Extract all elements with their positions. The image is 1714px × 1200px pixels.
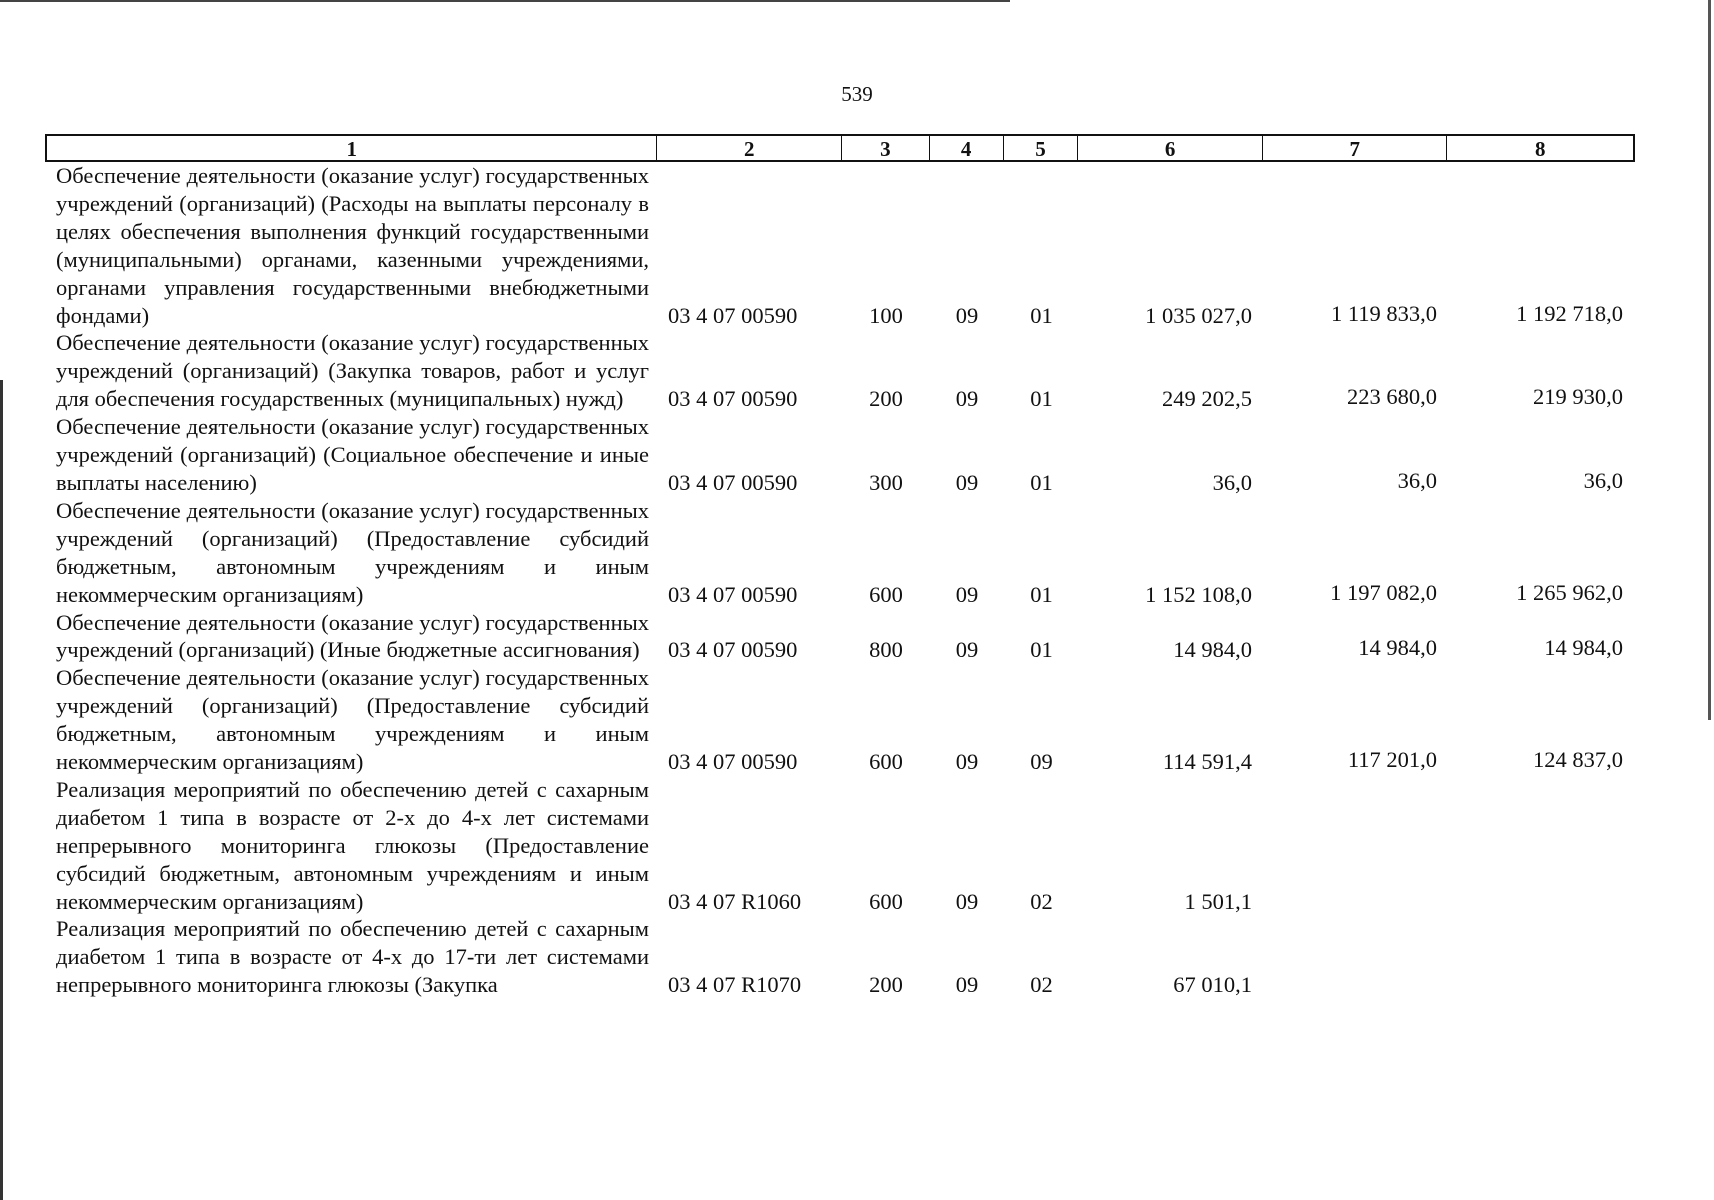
row-subsection: 01: [1030, 302, 1053, 328]
row-section: 09: [955, 581, 979, 607]
header-col-6: 6: [1078, 136, 1263, 160]
row-amount-col8: 219 930,0: [1533, 384, 1623, 410]
row-section: 09: [955, 972, 979, 998]
scan-edge-left: [0, 380, 3, 1200]
row-subsection: 01: [1030, 637, 1053, 663]
row-expense-type: 600: [869, 581, 903, 607]
table-header: [45, 134, 1635, 162]
budget-table: [45, 134, 1635, 999]
row-amount-col6: 67 010,1: [1173, 972, 1252, 998]
table-row: [45, 664, 1635, 776]
row-target-code: 03 4 07 R1070: [668, 972, 802, 998]
row-amount-col8: 1 192 718,0: [1516, 300, 1623, 326]
row-expense-type: 200: [869, 386, 903, 412]
header-col-8: 8: [1534, 137, 1546, 161]
row-amount-col7: 1 119 833,0: [1330, 300, 1437, 326]
row-amount-col8: 1 265 962,0: [1516, 579, 1623, 605]
row-expense-type: 600: [869, 888, 903, 914]
row-subsection: 01: [1030, 469, 1053, 495]
row-expense-type: 200: [869, 972, 903, 998]
row-section: 09: [955, 469, 979, 495]
header-col-4: 4: [930, 136, 1004, 160]
row-amount-col6: 1 035 027,0: [1145, 302, 1252, 328]
row-description: Обеспечение деятельности (оказание услуг) государственных учреждений (организаций) (Закупка товаров, работ и услуг для обеспечения государственных (муниципальных) нужд): [56, 330, 649, 412]
row-amount-col6: 249 202,5: [1162, 386, 1252, 412]
row-section: 09: [955, 386, 979, 412]
row-expense-type: 300: [869, 469, 903, 495]
row-amount-col7: 14 984,0: [1358, 635, 1437, 661]
row-section: 09: [955, 637, 979, 663]
table-row: [45, 915, 1635, 999]
row-description: Обеспечение деятельности (оказание услуг) государственных учреждений (организаций) (Иные бюджетные ассигнования): [56, 609, 649, 663]
table-row: [45, 162, 1635, 329]
row-amount-col6: 14 984,0: [1173, 637, 1252, 663]
row-target-code: 03 4 07 00590: [668, 637, 798, 663]
table-row: [45, 413, 1635, 497]
row-target-code: 03 4 07 00590: [668, 581, 798, 607]
row-subsection: 09: [1030, 749, 1053, 775]
row-description: Обеспечение деятельности (оказание услуг) государственных учреждений (организаций) (Предоставление субсидий бюджетным, автономным учреждениям и иным некоммерческим организациям): [56, 497, 649, 607]
row-expense-type: 800: [869, 637, 903, 663]
row-section: 09: [955, 749, 979, 775]
row-target-code: 03 4 07 00590: [668, 749, 798, 775]
table-row: [45, 329, 1635, 413]
table-row: [45, 609, 1635, 665]
row-amount-col8: 124 837,0: [1533, 747, 1623, 773]
row-section: 09: [955, 888, 979, 914]
row-expense-type: 600: [869, 749, 903, 775]
row-amount-col8: 14 984,0: [1544, 635, 1623, 661]
header-col-5: 5: [1004, 136, 1079, 160]
row-description: Реализация мероприятий по обеспечению детей с сахарным диабетом 1 типа в возрасте от 4-х до 17-ти лет системами непрерывного мониторинга глюкозы (Закупка: [56, 916, 649, 998]
scan-edge-top: [0, 0, 1010, 2]
row-amount-col7: 223 680,0: [1347, 384, 1437, 410]
header-col-1: 1: [47, 136, 657, 160]
row-description: Обеспечение деятельности (оказание услуг) государственных учреждений (организаций) (Расходы на выплаты персоналу в целях обеспечения выполнения функций государственными (муниципальными) органами, казенными учреждениями, органами управления государственными внебюджетными фондами): [56, 163, 649, 328]
row-amount-col6: 114 591,4: [1162, 749, 1252, 775]
table-body: [45, 162, 1635, 999]
page-number: 539: [841, 82, 873, 106]
row-amount-col7: 36,0: [1397, 467, 1437, 493]
row-subsection: 02: [1030, 888, 1053, 914]
row-subsection: 01: [1030, 386, 1053, 412]
row-amount-col7: 117 201,0: [1347, 747, 1437, 773]
header-col-7: 7: [1263, 136, 1448, 160]
row-subsection: 01: [1030, 581, 1053, 607]
row-amount-col6: 1 152 108,0: [1145, 581, 1252, 607]
scan-edge-right: [1708, 0, 1711, 720]
row-target-code: 03 4 07 00590: [668, 302, 798, 328]
row-amount-col8: 36,0: [1583, 467, 1623, 493]
row-amount-col6: 1 501,1: [1184, 888, 1252, 914]
table-row: [45, 497, 1635, 609]
row-description: Обеспечение деятельности (оказание услуг) государственных учреждений (организаций) (Социальное обеспечение и иные выплаты населению): [56, 414, 649, 495]
row-amount-col7: 1 197 082,0: [1330, 579, 1437, 605]
row-description: Реализация мероприятий по обеспечению детей с сахарным диабетом 1 типа в возрасте от 2-х до 4-х лет системами непрерывного мониторинга глюкозы (Предоставление субсидий бюджетным, автономным учреждениям и иным некоммерческим организациям): [56, 776, 649, 914]
header-col-2: 2: [657, 136, 842, 160]
row-description: Обеспечение деятельности (оказание услуг) государственных учреждений (организаций) (Предоставление субсидий бюджетным, автономным учреждениям и иным некоммерческим организациям): [56, 665, 649, 775]
header-col-3: 3: [842, 136, 930, 160]
row-target-code: 03 4 07 R1060: [668, 888, 802, 914]
row-section: 09: [955, 302, 979, 328]
row-target-code: 03 4 07 00590: [668, 469, 798, 495]
row-subsection: 02: [1030, 972, 1053, 998]
row-amount-col6: 36,0: [1212, 469, 1252, 495]
table-row: [45, 776, 1635, 916]
row-expense-type: 100: [869, 302, 903, 328]
row-target-code: 03 4 07 00590: [668, 386, 798, 412]
